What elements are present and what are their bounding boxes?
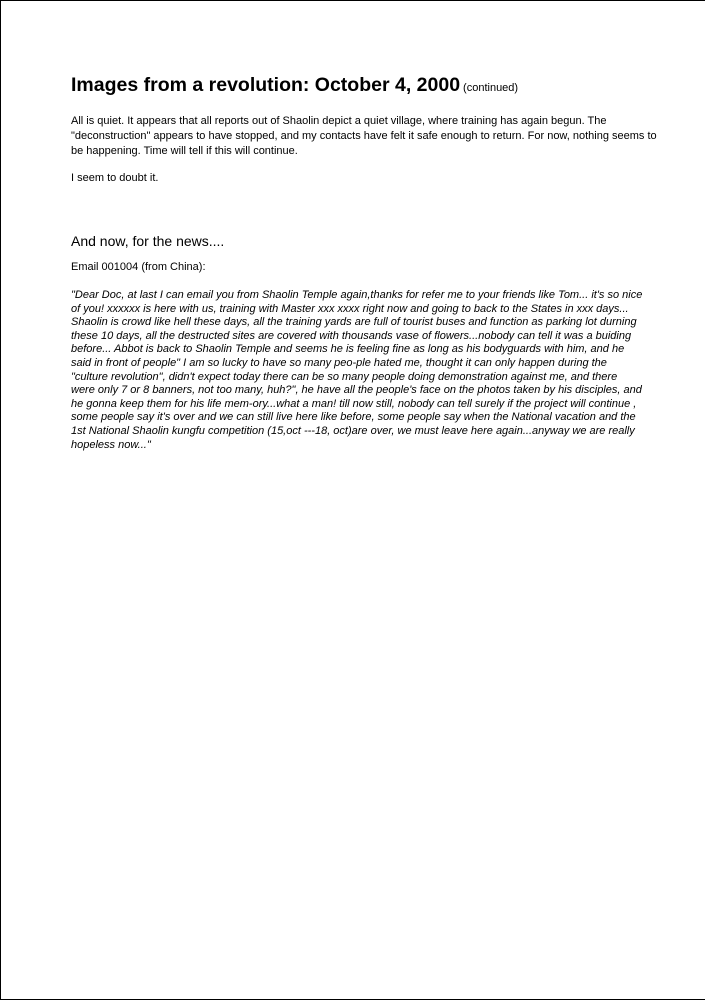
- page-title-text: Images from a revolution: October 4, 2000: [71, 74, 461, 96]
- email-label: Email 001004 (from China):: [71, 261, 206, 273]
- news-heading: And now, for the news....: [71, 233, 225, 249]
- document-content: [71, 71, 671, 452]
- email-body: "Dear Doc, at last I can email you from Shaolin Temple again,thanks for refer me to your friends like Tom... it's so nice of you! xxxxxx is here with us, training with Master xxx xxxx right now and going to back to the States in xxx days... Shaolin is crowd like hell these days, all the training yards are full of tourist buses and function as parking lot durning these 10 days, all the destructed sites are covered with thousands vase of flowers...nobody can tell it was a buiding before... Abbot is back to Shaolin Temple and seems he is feeling fine as long as his bodyguards with him, and he said in front of people" I am so lucky to have so many peo-ple hated me, thought it can only happen during the "culture revolution", didn't expect today there can be so many people doing demonstration against me, and there were only 7 or 8 banners, not too many, huh?", he have all the people's face on the photos taken by his disciples, and he gonna keep them for his life mem-ory...what a man! till now still, nobody can tell surely if the project will continue , some people say it's over and we can still live here like before, some people say when the National vacation and the 1st National Shaolin kungfu competition (15,oct ---18, oct)are over, we must leave here again...anyway we are really hopeless now...": [71, 289, 643, 451]
- title-suffix: (continued): [463, 82, 519, 94]
- intro-paragraph: All is quiet. It appears that all reports out of Shaolin depict a quiet village, where training has again begun. The "deconstruction" appears to have stopped, and my contacts have felt it safe enough to return. For now, nothing seems to be happening. Time will tell if this will continue.: [71, 115, 657, 157]
- doubt-line: I seem to doubt it.: [71, 172, 159, 184]
- page-title: [71, 71, 671, 102]
